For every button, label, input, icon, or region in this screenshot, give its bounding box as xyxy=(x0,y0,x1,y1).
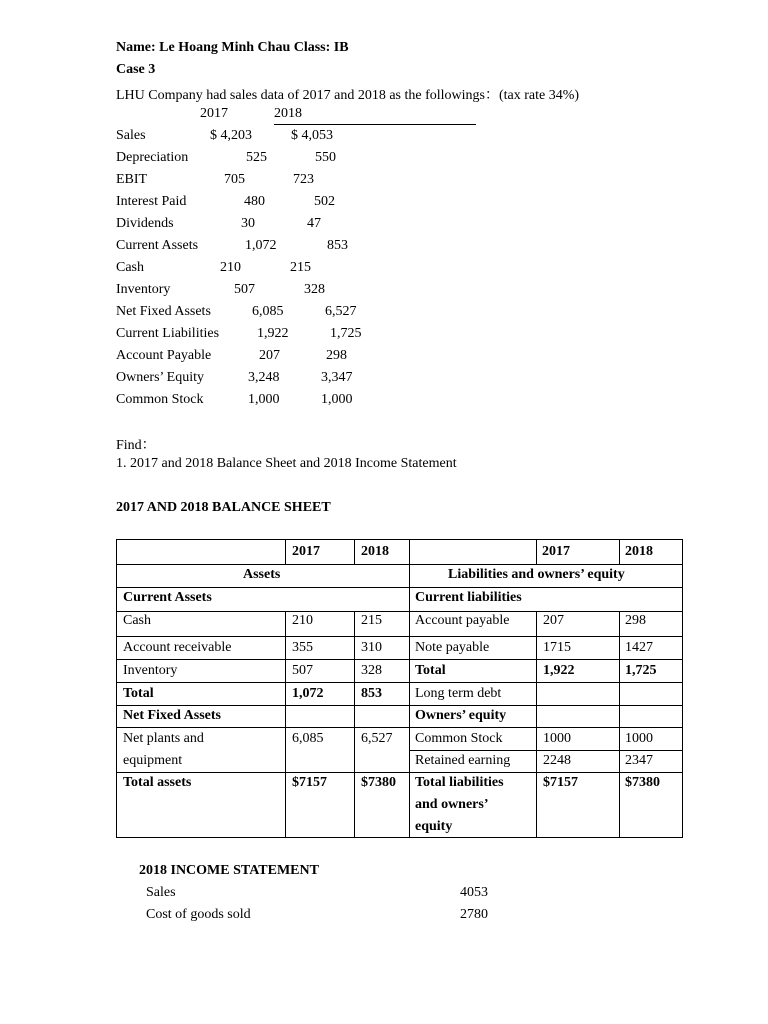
bs-current-liabilities-total-label: Total xyxy=(415,663,446,678)
bs-total-liabilities-label-line3: equity xyxy=(415,819,453,834)
bs-note-payable-2017: 1715 xyxy=(543,640,571,655)
bs-common-stock-2018: 1000 xyxy=(625,731,653,746)
bs-total-assets-2017: $7157 xyxy=(292,775,327,790)
data-value-2018: 328 xyxy=(304,282,325,297)
data-value-2017: $ 4,203 xyxy=(210,128,252,143)
data-value-2018: 215 xyxy=(290,260,311,275)
data-value-2017: 480 xyxy=(244,194,265,209)
data-label: Account Payable xyxy=(116,348,212,363)
bs-header-2017-assets: 2017 xyxy=(292,544,320,559)
is-cogs-value: 2780 xyxy=(460,907,488,922)
data-value-2018: 6,527 xyxy=(325,304,357,319)
data-label: Depreciation xyxy=(116,150,189,165)
data-value-2018: 853 xyxy=(327,238,348,253)
bs-common-stock-label: Common Stock xyxy=(415,731,503,746)
data-value-2018: 1,725 xyxy=(330,326,362,341)
data-value-2017: 1,922 xyxy=(257,326,289,341)
data-label: Cash xyxy=(116,260,144,275)
data-label: Sales xyxy=(116,128,146,143)
data-label: Owners’ Equity xyxy=(116,370,204,385)
data-value-2018: 723 xyxy=(293,172,314,187)
data-label: Current Assets xyxy=(116,238,199,253)
bs-header-2018-assets: 2018 xyxy=(361,544,389,559)
data-value-2018: 502 xyxy=(314,194,335,209)
bs-total-liabilities-2017: $7157 xyxy=(543,775,578,790)
data-value-2018: $ 4,053 xyxy=(291,128,333,143)
bs-cash-2018: 215 xyxy=(361,613,382,628)
data-label: Net Fixed Assets xyxy=(116,304,211,319)
bs-total-assets-2018: $7380 xyxy=(361,775,396,790)
bs-inventory-2018: 328 xyxy=(361,663,382,678)
data-value-2017: 3,248 xyxy=(248,370,280,385)
bs-net-plants-label-line2: equipment xyxy=(123,753,183,768)
bs-cash-label: Cash xyxy=(123,613,151,628)
bs-current-liabilities-total-2017: 1,922 xyxy=(543,663,575,678)
bs-inventory-label: Inventory xyxy=(123,663,178,678)
bs-current-liabilities-total-2018: 1,725 xyxy=(625,663,657,678)
is-sales-label: Sales xyxy=(146,885,176,900)
bs-retained-earning-2018: 2347 xyxy=(625,753,653,768)
data-label: Dividends xyxy=(116,216,174,231)
data-value-2017: 1,000 xyxy=(248,392,280,407)
data-value-2017: 6,085 xyxy=(252,304,284,319)
liabilities-heading: Liabilities and owners’ equity xyxy=(448,567,625,582)
data-value-2017: 1,072 xyxy=(245,238,277,253)
bs-net-fixed-assets-heading: Net Fixed Assets xyxy=(123,708,221,723)
bs-header-2018-liabilities: 2018 xyxy=(625,544,653,559)
bs-account-receivable-2017: 355 xyxy=(292,640,313,655)
bs-account-payable-2018: 298 xyxy=(625,613,646,628)
data-value-2018: 298 xyxy=(326,348,347,363)
data-label: EBIT xyxy=(116,172,148,187)
bs-note-payable-label: Note payable xyxy=(415,640,490,655)
data-value-2018: 550 xyxy=(315,150,336,165)
bs-total-liabilities-2018: $7380 xyxy=(625,775,660,790)
bs-inventory-2017: 507 xyxy=(292,663,313,678)
bs-retained-earning-label: Retained earning xyxy=(415,753,511,768)
column-header-2017: 2017 xyxy=(200,106,228,121)
bs-account-receivable-2018: 310 xyxy=(361,640,382,655)
balance-sheet-table xyxy=(116,539,683,838)
data-value-2017: 525 xyxy=(246,150,267,165)
data-label: Common Stock xyxy=(116,392,204,407)
header-underline xyxy=(274,124,476,125)
bs-net-plants-label-line1: Net plants and xyxy=(123,731,204,746)
balance-sheet-title: 2017 AND 2018 BALANCE SHEET xyxy=(116,500,331,515)
data-label: Current Liabilities xyxy=(116,326,220,341)
case-title: Case 3 xyxy=(116,62,156,77)
bs-note-payable-2018: 1427 xyxy=(625,640,653,655)
data-value-2018: 47 xyxy=(307,216,321,231)
income-statement-title: 2018 INCOME STATEMENT xyxy=(139,863,319,878)
bs-common-stock-2017: 1000 xyxy=(543,731,571,746)
column-header-2018: 2018 xyxy=(274,106,302,121)
data-value-2017: 30 xyxy=(241,216,255,231)
find-item-1: 1. 2017 and 2018 Balance Sheet and 2018 Income Statement xyxy=(116,456,457,471)
student-name-class: Name: Le Hoang Minh Chau Class: IB xyxy=(116,40,349,55)
is-sales-value: 4053 xyxy=(460,885,488,900)
bs-current-assets-total-label: Total xyxy=(123,686,154,701)
data-value-2017: 705 xyxy=(224,172,245,187)
bs-total-liabilities-label-line2: and owners’ xyxy=(415,797,489,812)
case-intro: LHU Company had sales data of 2017 and 2018 as the followings：(tax rate 34%) xyxy=(116,88,580,103)
bs-cash-2017: 210 xyxy=(292,613,313,628)
bs-current-assets-total-2018: 853 xyxy=(361,686,382,701)
assets-heading: Assets xyxy=(243,567,281,582)
bs-account-payable-2017: 207 xyxy=(543,613,564,628)
is-cogs-label: Cost of goods sold xyxy=(146,907,251,922)
bs-retained-earning-2017: 2248 xyxy=(543,753,571,768)
bs-account-payable-label: Account payable xyxy=(415,613,510,628)
data-value-2018: 1,000 xyxy=(321,392,353,407)
data-value-2017: 210 xyxy=(220,260,241,275)
data-label: Inventory xyxy=(116,282,171,297)
bs-total-liabilities-label-line1: Total liabilities xyxy=(415,775,504,790)
find-label: Find： xyxy=(116,438,156,453)
bs-net-plants-2018: 6,527 xyxy=(361,731,393,746)
bs-header-2017-liabilities: 2017 xyxy=(542,544,570,559)
bs-total-assets-label: Total assets xyxy=(123,775,192,790)
data-value-2017: 507 xyxy=(234,282,255,297)
bs-account-receivable-label: Account receivable xyxy=(123,640,232,655)
bs-long-term-debt-label: Long term debt xyxy=(415,686,502,701)
data-label: Interest Paid xyxy=(116,194,187,209)
bs-owners-equity-heading: Owners’ equity xyxy=(415,708,507,723)
bs-net-plants-2017: 6,085 xyxy=(292,731,324,746)
current-assets-heading: Current Assets xyxy=(123,590,212,605)
current-liabilities-heading: Current liabilities xyxy=(415,590,522,605)
data-value-2018: 3,347 xyxy=(321,370,353,385)
bs-current-assets-total-2017: 1,072 xyxy=(292,686,324,701)
data-value-2017: 207 xyxy=(259,348,280,363)
